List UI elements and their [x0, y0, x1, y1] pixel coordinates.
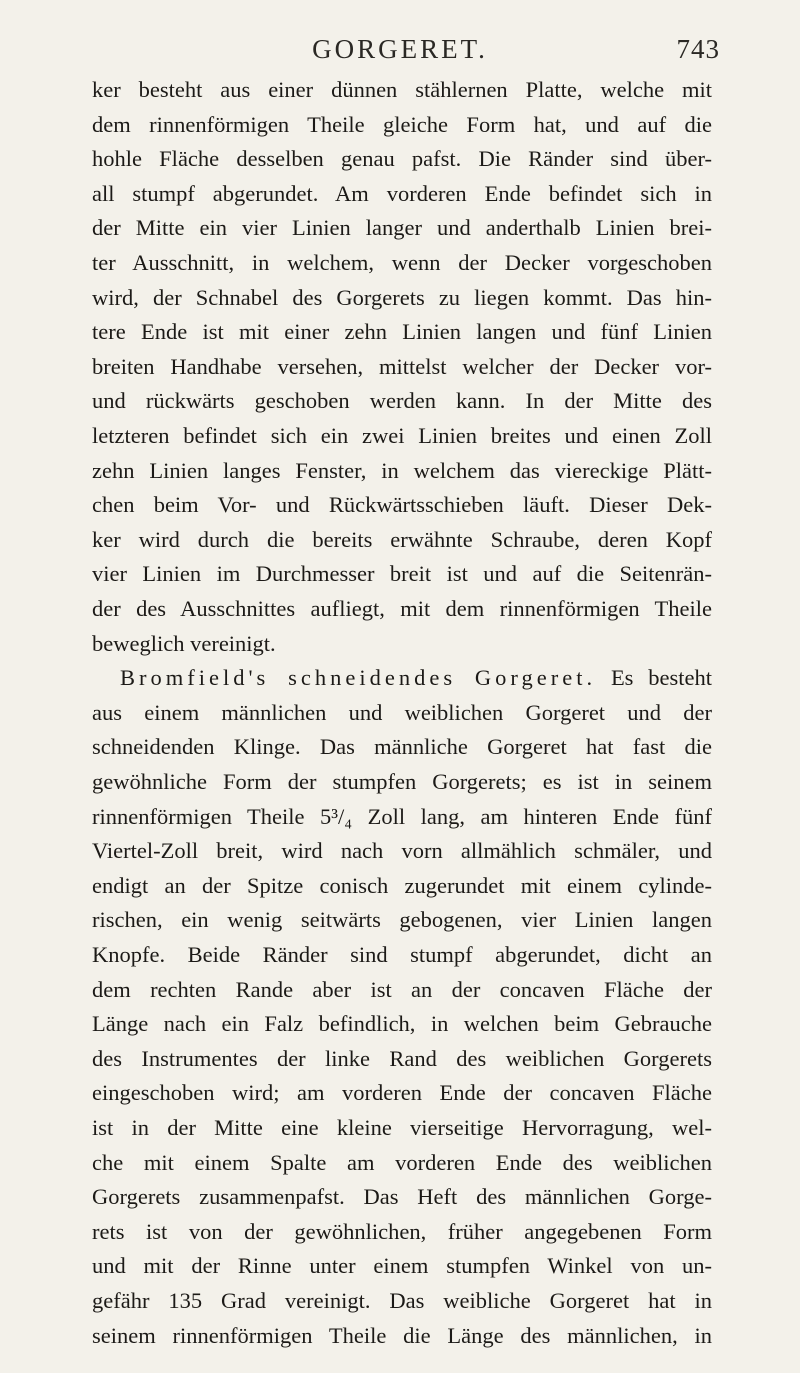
text-line: aus einem männlichen und weiblichen Gorgeret und der — [92, 699, 712, 725]
text-line: wird, der Schnabel des Gorgerets zu liegen kommt. Das hin- — [92, 284, 712, 310]
text-line: des Instrumentes der linke Rand des weiblichen Gorgerets — [92, 1045, 712, 1071]
text-line: rets ist von der gewöhnlichen, früher angegebenen Form — [92, 1218, 712, 1244]
text-line: ter Ausschnitt, in welchem, wenn der Decker vorgeschoben — [92, 250, 712, 275]
text-line: beweglich vereinigt. — [92, 630, 276, 656]
text-line: che mit einem Spalte am vorderen Ende des weiblichen — [92, 1149, 712, 1175]
running-title: GORGERET. — [312, 34, 488, 64]
text-line: hohle Fläche desselben genau pafst. Die Ränder sind über- — [92, 146, 712, 172]
text-line: tere Ende ist mit einer zehn Linien langen und fünf Linien — [92, 319, 712, 345]
text-line: eingeschoben wird; am vorderen Ende der concaven Fläche — [92, 1080, 712, 1106]
text-line: chen beim Vor- und Rückwärtsschieben läuft. Dieser Dek- — [92, 492, 712, 518]
text-line: Länge nach ein Falz befindlich, in welchen beim Gebrauche — [92, 1011, 712, 1037]
text-line: vier Linien im Durchmesser breit ist und auf die Seitenrän- — [92, 561, 712, 587]
page-number: 743 — [676, 34, 720, 64]
text-line: all stumpf abgerundet. Am vorderen Ende befindet sich in — [92, 180, 712, 206]
text-line: rischen, ein wenig seitwärts gebogenen, vier Linien langen — [92, 907, 712, 933]
text-line: der Mitte ein vier Linien langer und anderthalb Linien brei- — [92, 215, 712, 241]
text-line: letzteren befindet sich ein zwei Linien breites und einen Zoll — [92, 423, 712, 448]
text-line: dem rinnenförmigen Theile gleiche Form hat, und auf die — [92, 111, 712, 137]
text-line: dem rechten Rande aber ist an der concaven Fläche der — [92, 976, 712, 1002]
text-line: Knopfe. Beide Ränder sind stumpf abgerundet, dicht an — [92, 942, 712, 967]
text-line: rinnenförmigen Theile 5³/₄ Zoll lang, am hinteren Ende fünf — [92, 803, 712, 829]
text-line: und mit der Rinne unter einem stumpfen Winkel von un- — [92, 1253, 712, 1279]
text-line: und rückwärts geschoben werden kann. In der Mitte des — [92, 388, 712, 414]
paragraph-heading-line — [120, 661, 712, 695]
instrument-name: Bromfield's schneidendes Gorgeret. — [120, 665, 597, 691]
text-line: seinem rinnenförmigen Theile die Länge des männlichen, in — [92, 1322, 712, 1348]
text-line: breiten Handhabe versehen, mittelst welcher der Decker vor- — [92, 353, 712, 379]
text-line: ker besteht aus einer dünnen stählernen Platte, welche mit — [92, 77, 712, 102]
text-line: Gorgerets zusammenpafst. Das Heft des männlichen Gorge- — [92, 1184, 712, 1210]
text-line: ist in der Mitte eine kleine vierseitige Hervorragung, wel- — [92, 1115, 712, 1140]
text-line: endigt an der Spitze conisch zugerundet mit einem cylinde- — [92, 872, 712, 898]
text-line: gefähr 135 Grad vereinigt. Das weibliche Gorgeret hat in — [92, 1288, 712, 1313]
text-line: der des Ausschnittes aufliegt, mit dem rinnenförmigen Theile — [92, 596, 712, 621]
running-head — [0, 28, 800, 68]
text-line: gewöhnliche Form der stumpfen Gorgerets; es ist in seinem — [92, 769, 712, 794]
text-line: ker wird durch die bereits erwähnte Schraube, deren Kopf — [92, 526, 712, 552]
text-segment: Es besteht — [610, 665, 712, 691]
text-line: Viertel-Zoll breit, wird nach vorn allmählich schmäler, und — [92, 838, 712, 864]
text-line: zehn Linien langes Fenster, in welchem das viereckige Plätt- — [92, 457, 712, 483]
text-line: schneidenden Klinge. Das männliche Gorgeret hat fast die — [92, 734, 712, 760]
